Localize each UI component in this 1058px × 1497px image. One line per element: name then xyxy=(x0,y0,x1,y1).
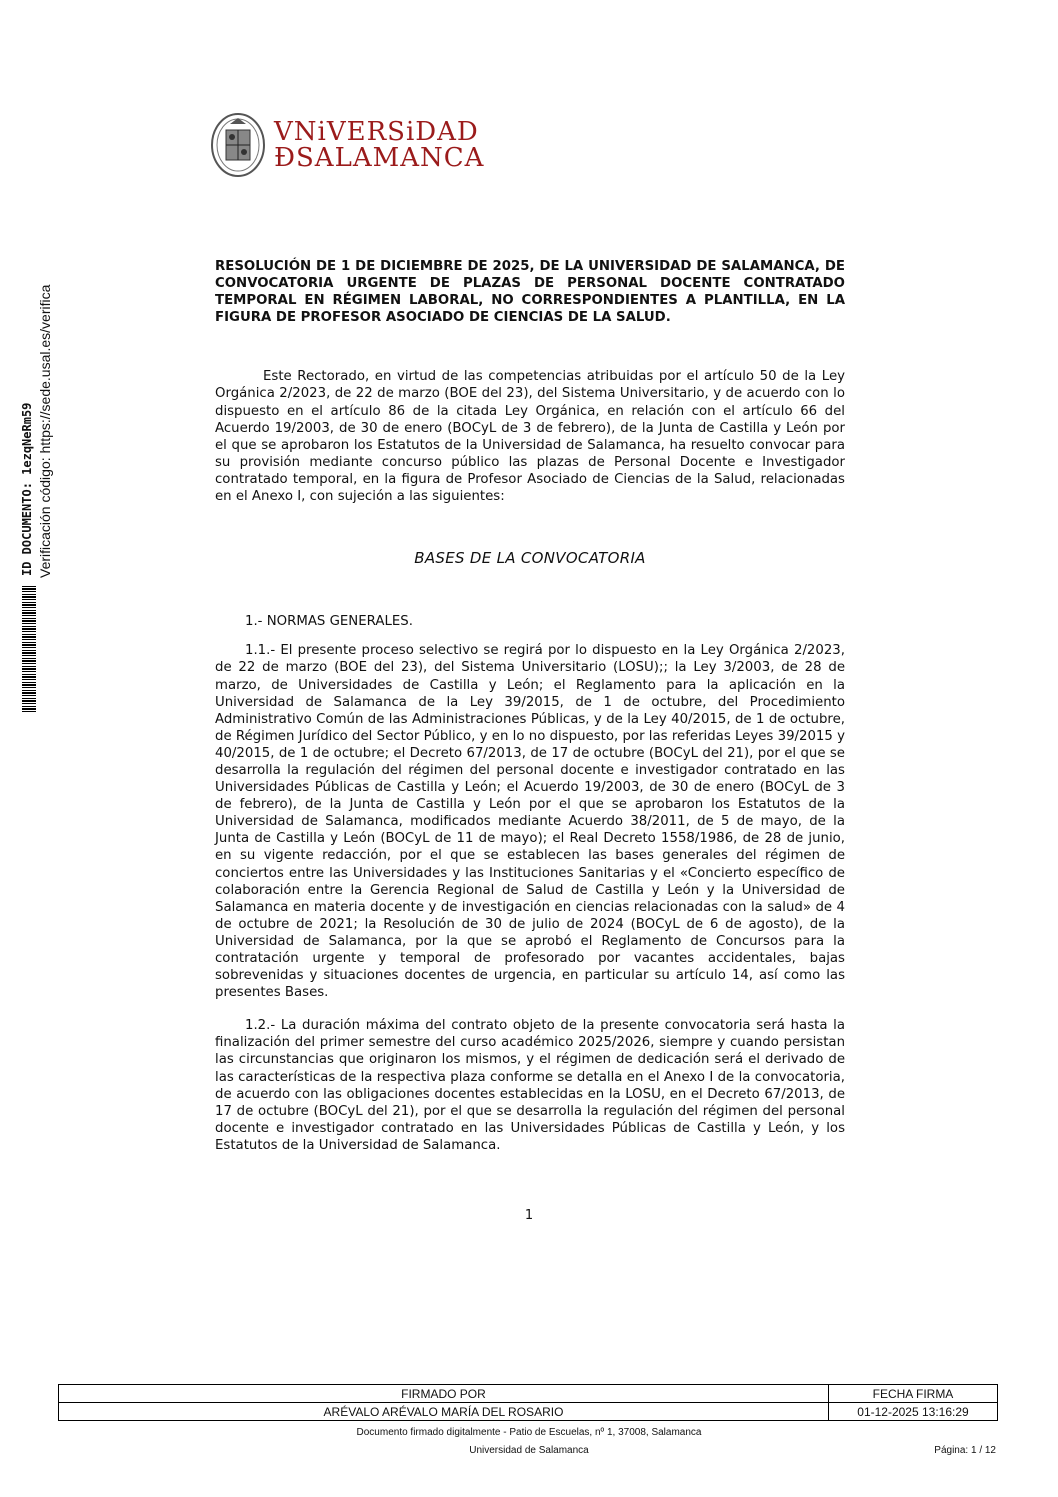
intro-paragraph: Este Rectorado, en virtud de las competencias atribuidas por el artículo 50 de la Ley Orgánica 2/2023, de 22 de marzo (BOE del 23), del Sistema Universitario, y de acuerdo con lo dispuesto en el artículo 86 de la citada Ley Orgánica, en relación con el artículo 66 del Acuerdo 19/2003, de 30 de enero (BOCyL de 3 de febrero), de la Junta de Castilla y León por el que se aprobaron los Estatutos de la Universidad de Salamanca, ha resuelto convocar para su provisión mediante concurso público las plazas de Personal Docente e Investigador contratado temporal, en la figura de Profesor Asociado de Ciencias de la Salud, relacionadas en el Anexo I, con sujeción a las siguientes: xyxy=(215,369,845,505)
section-1-heading: 1.- NORMAS GENERALES. xyxy=(245,614,413,630)
footer-page-count: Página: 1 / 12 xyxy=(934,1445,996,1456)
verification-url: Verificación código: https://sede.usal.es/verifica xyxy=(37,284,53,578)
footer-signed-digitally: Documento firmado digitalmente - Patio de Escuelas, nº 1, 37008, Salamanca xyxy=(356,1427,702,1438)
bases-heading: BASES DE LA CONVOCATORIA xyxy=(414,549,646,568)
document-id: ID DOCUMENTO: 1ezqNeRm59 xyxy=(20,402,34,576)
barcode xyxy=(22,586,36,712)
signed-by-label: FIRMADO POR xyxy=(59,1385,829,1403)
university-logo xyxy=(210,110,485,180)
sign-date-label: FECHA FIRMA xyxy=(828,1385,997,1403)
paragraph-1-2: 1.2.- La duración máxima del contrato objeto de la presente convocatoria será hasta la finalización del primer semestre del curso académico 2025/2026, siempre y cuando persistan las circunstancias que originaron los mismos, y el régimen de dedicación será el derivado de las características de la respectiva plaza conforme se detalla en el Anexo I de la convocatoria, de acuerdo con las obligaciones docentes establecidas en la LOSU, en el Decreto 67/2013, de 17 de octubre (BOCyL del 21), por el que se desarrolla la regulación del régimen del personal docente e investigador contratado en las Universidades Públicas de Castilla y León, y los Estatutos de la Universidad de Salamanca. xyxy=(215,1018,845,1153)
page-number: 1 xyxy=(524,1208,534,1223)
sign-date-value: 01-12-2025 13:16:29 xyxy=(828,1403,997,1421)
document-body xyxy=(215,258,845,1154)
resolution-title: RESOLUCIÓN DE 1 DE DICIEMBRE DE 2025, DE LA UNIVERSIDAD DE SALAMANCA, DE CONVOCATORIA URGENTE DE PLAZAS DE PERSONAL DOCENTE CONTRATADO TEMPORAL EN RÉGIMEN LABORAL, NO CORRESPONDIENTES A PLANTILLA, EN LA FIGURA DE PROFESOR ASOCIADO DE CIENCIAS DE LA SALUD. xyxy=(215,259,845,326)
signature-table xyxy=(58,1384,998,1421)
paragraph-1-1: 1.1.- El presente proceso selectivo se regirá por lo dispuesto en la Ley Orgánica 2/2023, de 22 de marzo (BOE del 23), del Sistema Universitario (LOSU);; la Ley 3/2003, de 28 de marzo, de Universidades de Castilla y León; el Reglamento para la aplicación en la Universidad de Salamanca de la Ley 39/2015, de 1 de octubre, del Procedimiento Administrativo Común de las Administraciones Públicas, y de la Ley 40/2015, de 1 de octubre, de Régimen Jurídico del Sector Público, y en lo no dispuesto, por las referidas Leyes 39/2015 y 40/2015, de 1 de octubre; el Decreto 67/2013, de 17 de octubre (BOCyL del 21), por el que se desarrolla la regulación del régimen del personal docente e investigador contratado en las Universidades Públicas de Castilla y León; el Acuerdo 19/2003, de 30 de enero (BOCyL de 3 de febrero), de la Junta de Castilla y León por el que se aprobaron los Estatutos de la Universidad de Salamanca, modificados mediante Acuerdo 38/2011, de 5 de mayo, de la Junta de Castilla y León (BOCyL de 11 de mayo); el Real Decreto 1558/1986, de 28 de junio, en su vigente redacción, por el que se establecen las bases generales del régimen de conciertos entre las Universidades y las Instituciones Sanitarias y el «Concierto específico de colaboración entre la Gerencia Regional de Salud de Castilla y León y la Universidad de Salamanca en materia docente y de investigación en ciencias relacionadas con la salud» de 4 de octubre de 2021; la Resolución de 30 de julio de 2024 (BOCyL de 6 de agosto), de la Universidad de Salamanca, por la que se aprobó el Reglamento de Concursos para la contratación urgente y temporal de profesorado por vacantes accidentales, bajas sobrevenidas y situaciones docentes de urgencia, en particular su artículo 14, así como las presentes Bases. xyxy=(215,643,845,1001)
logo-text-universidad: VNiVERSiDAD xyxy=(274,117,479,147)
footer-university: Universidad de Salamanca xyxy=(469,1445,589,1456)
university-crest-icon xyxy=(210,112,266,178)
logo-text-salamanca: ÐSALAMANCA xyxy=(274,143,485,173)
signer-name: ARÉVALO ARÉVALO MARÍA DEL ROSARIO xyxy=(59,1403,829,1421)
